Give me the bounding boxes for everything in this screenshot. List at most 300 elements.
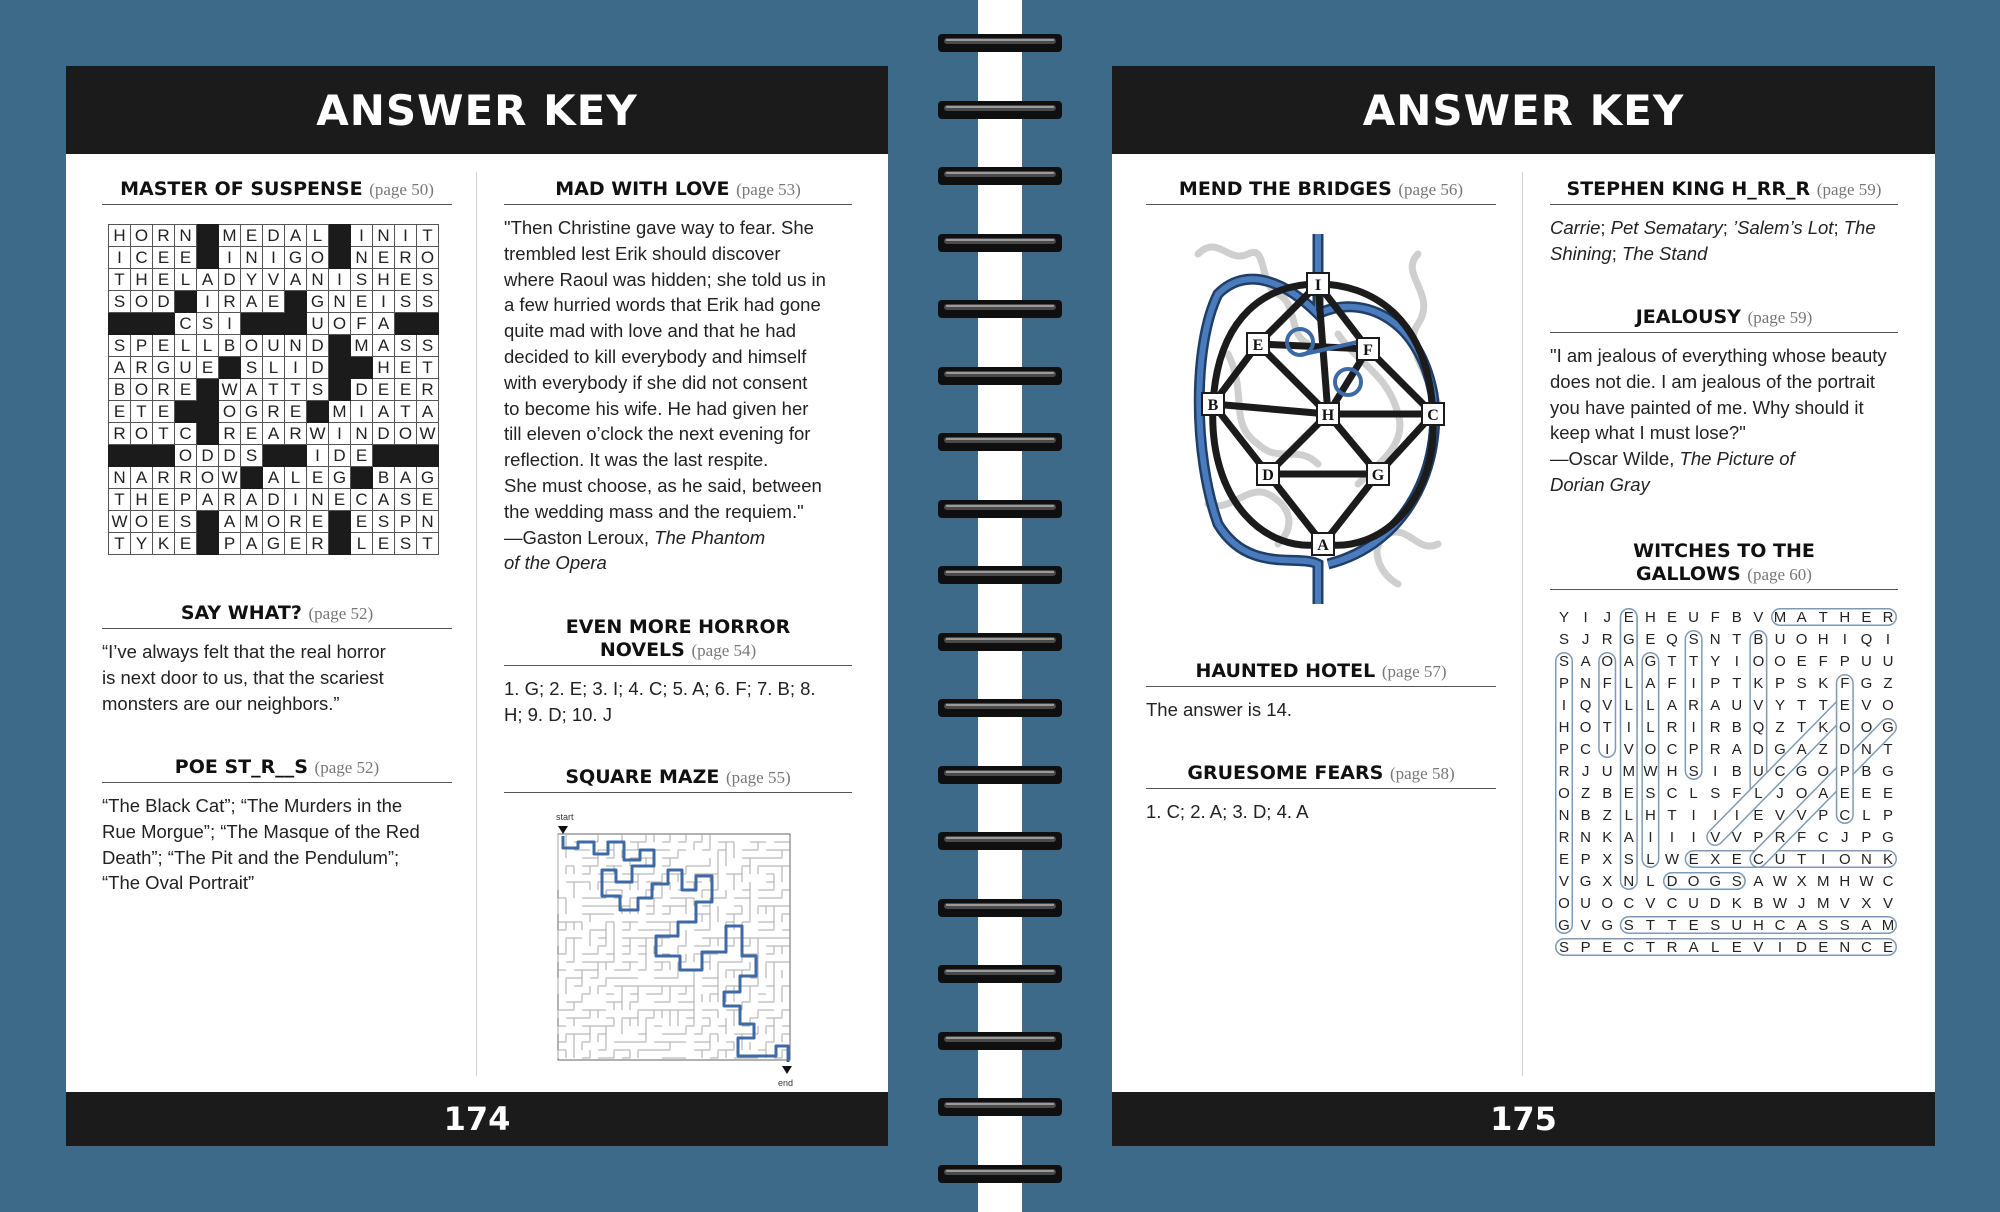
bridge-node-label: I [1314,277,1322,294]
wordsearch-letter: H [1752,917,1764,934]
wordsearch-letter: T [1689,653,1699,670]
wordsearch-letter: N [1580,675,1592,692]
wordsearch-letter: V [1580,917,1591,934]
master-of-suspense-section [102,178,452,215]
crossword-cell: E [153,335,175,357]
crossword-cell: L [197,335,219,357]
crossword-black-cell [197,247,219,269]
wordsearch-letter: Q [1579,697,1592,714]
crossword-cell: E [395,379,417,401]
crossword-cell: A [373,489,395,511]
wordsearch-letter: X [1602,851,1613,868]
wordsearch-letter: S [1623,917,1634,934]
wordsearch-letter: F [1840,675,1850,692]
wordsearch-letter: V [1753,939,1764,956]
crossword-row [109,269,439,291]
crossword-cell: H [131,489,153,511]
wordsearch-letter: X [1796,873,1807,890]
wordsearch-letter: V [1839,895,1850,912]
crossword-grid [108,224,439,555]
wordsearch-letter: Y [1710,653,1721,670]
wordsearch-letter: L [1646,697,1655,714]
crossword-cell: O [329,313,351,335]
wordsearch-letter: Y [1774,697,1786,714]
wordsearch-letter: L [1646,851,1655,868]
wordsearch-letter: E [1623,785,1634,802]
crossword-cell: M [219,225,241,247]
crossword-cell: S [241,445,263,467]
wordsearch-letter: G [1774,741,1786,758]
crossword-cell: K [153,533,175,555]
wordsearch-letter: O [1774,653,1786,670]
crossword-cell: E [373,533,395,555]
crossword-cell: I [285,357,307,379]
wordsearch-letter: D [1839,741,1851,758]
bridge-node-label: D [1262,467,1274,484]
wordsearch-letter: J [1581,763,1590,780]
crossword-cell: A [131,467,153,489]
crossword-cell: T [109,533,131,555]
left-page-number: 174 [443,1100,511,1138]
wordsearch-letter: F [1602,675,1612,692]
wordsearch-letter: G [1579,873,1592,890]
wordsearch-letter: N [1558,807,1570,824]
crossword-cell: L [263,357,285,379]
wordsearch-letter: G [1882,719,1894,736]
spiral-ring [936,828,1064,854]
wordsearch-letter: G [1860,675,1873,692]
wordsearch-letter: T [1667,807,1677,824]
bridge-node-label: E [1252,337,1264,354]
crossword-row [109,247,439,269]
crossword-cell: N [373,225,395,247]
jealousy-title: JEALOUSY (page 59) [1550,306,1898,333]
maze-end-label: end [778,1078,794,1088]
wordsearch-letter: O [1644,741,1657,758]
wordsearch-letter: A [1666,697,1678,714]
crossword-cell: I [351,225,373,247]
wordsearch-letter: M [1773,609,1787,626]
wordsearch-letter: C [1860,939,1872,956]
crossword-cell: E [285,401,307,423]
wordsearch-letter: D [1709,895,1721,912]
wordsearch-letter: P [1688,741,1699,758]
wordsearch-letter: E [1796,653,1807,670]
crossword-cell: O [197,467,219,489]
crossword-row [109,379,439,401]
wordsearch-letter: L [1689,785,1698,802]
wordsearch-letter: A [1861,917,1872,934]
wordsearch-letter: E [1882,785,1894,802]
wordsearch-letter: T [1797,851,1807,868]
wordsearch-letter: O [1860,719,1873,736]
crossword-cell: W [109,511,131,533]
stephen-king-section [1550,178,1898,267]
wordsearch-letter: E [1558,851,1570,868]
wordsearch-letter: B [1602,785,1613,802]
wordsearch-letter: X [1602,873,1613,890]
wordsearch-letter: D [1666,873,1678,890]
crossword-cell: S [417,269,439,291]
wordsearch-letter: V [1861,697,1872,714]
crossword-cell: W [307,423,329,445]
crossword-cell: A [263,423,285,445]
wordsearch-letter: M [1816,895,1830,912]
crossword-cell: N [417,511,439,533]
wordsearch-letter: J [1841,829,1849,846]
crossword-cell: A [417,401,439,423]
wordsearch-letter: L [1862,807,1871,824]
poe-stories-section [102,756,452,896]
crossword-black-cell [197,379,219,401]
mend-the-bridges-section [1146,178,1496,215]
spiral-ring [936,163,1064,189]
wordsearch-letter: P [1839,653,1850,670]
crossword-cell: S [241,357,263,379]
crossword-cell: P [131,335,153,357]
wordsearch-letter: E [1861,609,1872,626]
wordsearch-letter: I [1648,829,1653,846]
crossword-black-cell [197,225,219,247]
wordsearch-letter: V [1602,697,1613,714]
wordsearch-letter: N [1623,873,1635,890]
crossword-row [109,335,439,357]
haunted-hotel-section [1146,660,1496,723]
crossword-black-cell [263,445,285,467]
wordsearch-letter: Z [1818,741,1828,758]
wordsearch-letter: D [1796,939,1808,956]
say-what-section [102,602,452,716]
wordsearch-letter: O [1687,873,1700,890]
wordsearch-letter: E [1688,851,1699,868]
wordsearch-letter: U [1580,895,1592,912]
crossword-black-cell [351,357,373,379]
crossword-black-cell [373,445,395,467]
wordsearch-letter: C [1580,741,1592,758]
crossword-cell: E [153,511,175,533]
square-maze-title: SQUARE MAZE (page 55) [504,766,852,793]
wordsearch-letter: G [1795,763,1808,780]
spiral-ring [936,97,1064,123]
crossword-cell: H [109,225,131,247]
crossword-cell: W [417,423,439,445]
wordsearch-letter: P [1818,807,1829,824]
crossword-cell: H [373,269,395,291]
crossword-cell: D [329,445,351,467]
crossword-cell: S [417,335,439,357]
crossword-cell: S [373,511,395,533]
crossword-cell: W [219,379,241,401]
crossword-cell: N [329,291,351,313]
crossword-black-cell [175,401,197,423]
bridge-node-label: H [1321,407,1335,424]
wordsearch-letter: V [1753,697,1764,714]
wordsearch-letter: M [1622,763,1636,780]
wordsearch-letter: D [1752,741,1764,758]
witches-section [1550,540,1898,600]
crossword-cell: W [219,467,241,489]
crossword-cell: A [373,335,395,357]
crossword-cell: P [219,533,241,555]
crossword-cell: M [351,335,373,357]
wordsearch-letter: K [1818,719,1829,736]
crossword-cell: L [175,269,197,291]
crossword-cell: D [307,335,329,357]
crossword-black-cell [131,445,153,467]
crossword-cell: M [329,401,351,423]
crossword-row [109,423,439,445]
wordsearch-letter: N [1580,829,1592,846]
wordsearch-letter: I [1583,609,1588,626]
wordsearch-letter: A [1710,697,1721,714]
wordsearch-letter: H [1666,763,1678,780]
wordsearch-letter: W [1772,895,1788,912]
poe-stories-answer: “The Black Cat”; “The Murders in the Rue Morgue”; “The Masque of the Red Death”; “The Pit and the Pendulum”; “The Oval Portrait” [102,795,420,894]
crossword-cell: E [351,511,373,533]
wordsearch-letter: I [1669,829,1675,846]
crossword-black-cell [219,357,241,379]
wordsearch-letter: C [1666,895,1678,912]
crossword-cell: T [395,401,417,423]
wordsearch-letter: Z [1602,807,1612,824]
wordsearch-letter: L [1624,807,1633,824]
crossword-cell: E [329,489,351,511]
crossword-cell: E [153,269,175,291]
wordsearch-letter: B [1753,895,1764,912]
spiral-ring [936,961,1064,987]
crossword-cell: A [263,467,285,489]
wordsearch-letter: K [1753,675,1764,692]
crossword-cell: T [109,489,131,511]
wordsearch-letter: Q [1860,631,1873,648]
crossword-cell: T [131,401,153,423]
wordsearch-grid [1550,602,1910,1022]
wordsearch-letter: P [1558,741,1570,758]
wordsearch-letter: A [1688,939,1699,956]
wordsearch-letter: W [1859,873,1874,890]
crossword-cell: R [175,467,197,489]
crossword-cell: R [153,379,175,401]
crossword-black-cell [197,533,219,555]
wordsearch-letter: L [1711,939,1720,956]
wordsearch-letter: H [1817,631,1829,648]
crossword-cell: A [197,269,219,291]
crossword-cell: A [285,269,307,291]
bridge-node-label: G [1371,467,1385,484]
crossword-cell: I [197,291,219,313]
wordsearch-letter: V [1796,807,1807,824]
crossword-black-cell [197,423,219,445]
wordsearch-letter: I [1734,653,1739,670]
crossword-row [109,313,439,335]
wordsearch-letter: S [1688,763,1699,780]
crossword-cell: B [109,379,131,401]
wordsearch-letter: I [1561,697,1567,714]
wordsearch-letter: O [1601,653,1614,670]
wordsearch-letter: R [1774,829,1786,846]
wordsearch-letter: I [1821,851,1826,868]
wordsearch-letter: P [1580,851,1591,868]
wordsearch-letter: C [1774,763,1786,780]
wordsearch-letter: B [1580,807,1591,824]
crossword-black-cell [153,445,175,467]
wordsearch-letter: X [1861,895,1872,912]
crossword-row [109,225,439,247]
wordsearch-letter: S [1623,851,1634,868]
wordsearch-letter: F [1797,829,1807,846]
crossword-black-cell [131,313,153,335]
crossword-cell: G [263,533,285,555]
crossword-cell: C [175,313,197,335]
crossword-cell: E [197,357,219,379]
wordsearch-letter: C [1752,851,1764,868]
crossword-row [109,533,439,555]
wordsearch-letter: A [1796,741,1807,758]
wordsearch-letter: O [1817,763,1830,780]
crossword-cell: E [373,379,395,401]
crossword-cell: E [153,247,175,269]
wordsearch-letter: E [1688,917,1699,934]
crossword-cell: D [373,423,395,445]
wordsearch-letter: T [1732,631,1742,648]
wordsearch-letter: T [1797,697,1807,714]
wordsearch-letter: N [1860,851,1872,868]
wordsearch-letter: K [1882,851,1894,868]
crossword-cell: D [263,225,285,247]
wordsearch-letter: V [1774,807,1786,824]
crossword-cell: I [351,401,373,423]
crossword-cell: E [241,225,263,247]
crossword-cell: A [373,313,395,335]
crossword-cell: R [395,247,417,269]
wordsearch-letter: I [1691,675,1696,692]
crossword-cell: E [395,269,417,291]
wordsearch-letter: A [1623,829,1634,846]
crossword-black-cell [197,511,219,533]
gruesome-fears-title: GRUESOME FEARS (page 58) [1146,762,1496,789]
wordsearch-letter: Q [1752,719,1765,736]
crossword-cell: D [219,445,241,467]
jealousy-section [1550,306,1898,498]
wordsearch-letter: W [1643,763,1658,780]
crossword-cell: E [307,511,329,533]
crossword-cell: D [219,269,241,291]
crossword-black-cell [109,313,131,335]
crossword-cell: G [285,247,307,269]
crossword-cell: T [417,357,439,379]
wordsearch-letter: S [1558,939,1570,956]
crossword-cell: S [351,269,373,291]
crossword-cell: O [131,225,153,247]
crossword-cell: U [175,357,197,379]
crossword-cell: D [153,291,175,313]
crossword-cell: G [307,291,329,313]
wordsearch-letter: I [1777,939,1783,956]
crossword-cell: U [263,335,285,357]
crossword-cell: I [219,313,241,335]
crossword-cell: E [109,401,131,423]
bridges-map [1188,224,1458,614]
spiral-ring [936,296,1064,322]
crossword-cell: F [351,313,373,335]
wordsearch-letter: L [1646,719,1655,736]
crossword-black-cell [307,401,329,423]
crossword-black-cell [329,511,351,533]
wordsearch-letter: U [1731,917,1743,934]
crossword-cell: B [219,335,241,357]
crossword-cell: I [109,247,131,269]
wordsearch-letter: B [1861,763,1872,780]
crossword-row [109,467,439,489]
spiral-ring [936,429,1064,455]
crossword-cell: R [131,357,153,379]
crossword-black-cell [263,313,285,335]
crossword-cell: G [153,357,175,379]
crossword-cell: A [241,489,263,511]
wordsearch-letter: N [1709,631,1721,648]
crossword-cell: D [351,379,373,401]
crossword-cell: A [373,401,395,423]
wordsearch-letter: I [1713,763,1718,780]
wordsearch-letter: Y [1558,609,1570,626]
crossword-cell: T [153,423,175,445]
wordsearch-letter: W [1664,851,1680,868]
haunted-hotel-title: HAUNTED HOTEL (page 57) [1146,660,1496,687]
crossword-black-cell [329,379,351,401]
wordsearch-letter: I [1691,829,1696,846]
crossword-cell: R [109,423,131,445]
wordsearch-letter: I [1605,741,1610,758]
crossword-cell: N [351,247,373,269]
wordsearch-letter: P [1774,675,1786,692]
wordsearch-letter: E [1861,785,1872,802]
wordsearch-letter: O [1579,719,1592,736]
wordsearch-letter: F [1710,609,1720,626]
wordsearch-letter: A [1796,917,1807,934]
wordsearch-letter: G [1709,873,1722,890]
crossword-cell: G [241,401,263,423]
wordsearch-letter: C [1817,829,1829,846]
right-page-footer [1112,1092,1935,1146]
wordsearch-letter: E [1666,609,1678,626]
wordsearch-letter: S [1710,917,1721,934]
crossword-cell: D [197,445,219,467]
crossword-cell: T [109,269,131,291]
crossword-cell: I [329,269,351,291]
crossword-cell: O [175,445,197,467]
wordsearch-letter: Z [1581,785,1591,802]
crossword-cell: G [417,467,439,489]
crossword-cell: R [307,533,329,555]
crossword-cell: D [263,489,285,511]
crossword-black-cell [285,445,307,467]
crossword-row [109,511,439,533]
crossword-cell: B [373,467,395,489]
left-header-title: ANSWER KEY [316,85,638,135]
crossword-cell: U [307,313,329,335]
bridge-node-label: F [1363,342,1373,359]
wordsearch-letter: R [1666,939,1678,956]
crossword-black-cell [153,313,175,335]
crossword-cell: S [395,489,417,511]
bridge-node-label: B [1207,397,1219,414]
wordsearch-letter: R [1709,719,1721,736]
crossword-cell: I [373,291,395,313]
crossword-cell: C [175,423,197,445]
wordsearch-letter: G [1622,631,1635,648]
spiral-ring [936,30,1064,56]
wordsearch-letter: U [1774,851,1786,868]
